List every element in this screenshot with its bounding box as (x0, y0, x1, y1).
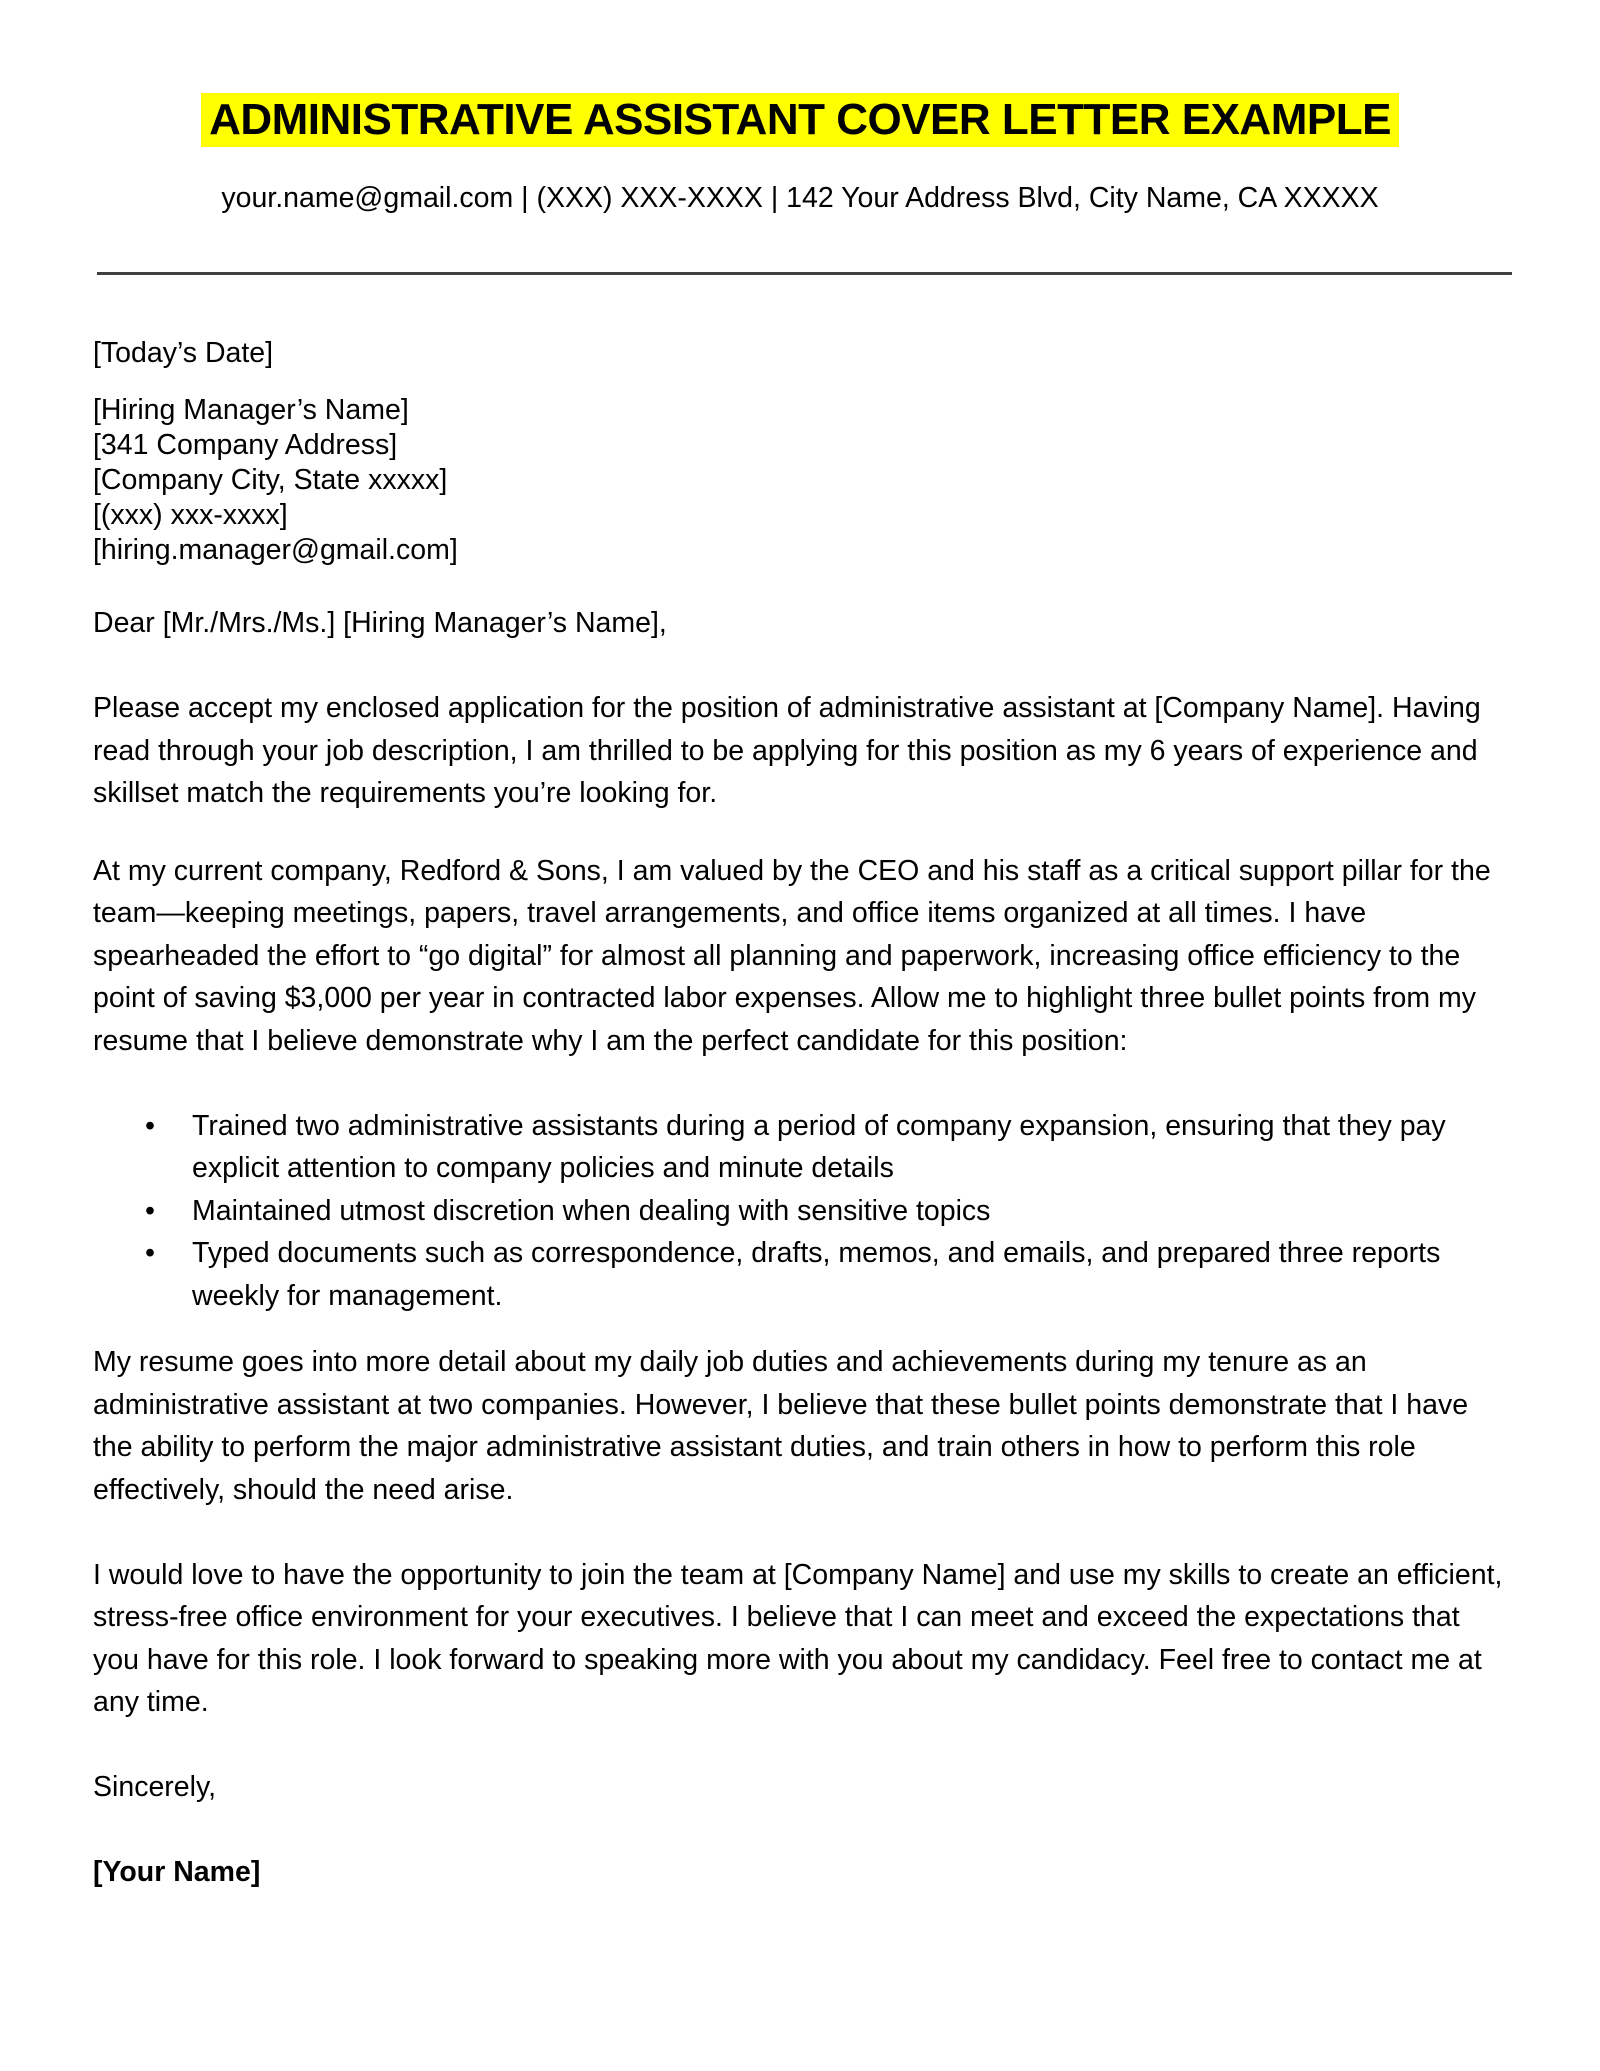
list-item-text: Typed documents such as correspondence, drafts, memos, and emails, and prepared three reports weekly for management. (192, 1237, 1441, 1312)
recipient-phone-line: [(xxx) xxx-xxxx] (93, 499, 288, 531)
paragraph-resume-detail: My resume goes into more detail about my daily job duties and achievements during my tenure as an administrative assistant at two companies. However, I believe that these bullet points demonstrate that I have the ability to perform the major administrative assistant duties, and train others in how to perform this role effectively, should the need arise. (93, 1346, 1469, 1506)
recipient-name-line: [Hiring Manager’s Name] (93, 394, 409, 426)
recipient-email-line: [hiring.manager@gmail.com] (93, 534, 458, 566)
list-item-text: Maintained utmost discretion when dealing with sensitive topics (192, 1194, 991, 1227)
closing-line: Sincerely, (93, 1771, 217, 1803)
bullet-icon: • (145, 1194, 155, 1227)
recipient-city-line: [Company City, State xxxxx] (93, 464, 448, 496)
list-item (93, 1190, 1505, 1233)
paragraph-intro: Please accept my enclosed application for the position of administrative assistant at [Company Name]. Having read through your job description, I am thrilled to be applying for this position as my 6 years of experience and skillset match the requirements you’re looking for. (93, 692, 1481, 809)
recipient-address-block (93, 393, 1505, 568)
list-item (93, 1105, 1505, 1190)
title-row (0, 93, 1600, 147)
bullet-icon: • (145, 1237, 155, 1269)
signature-name: [Your Name] (93, 1856, 261, 1888)
horizontal-divider (97, 272, 1512, 275)
paragraph-experience: At my current company, Redford & Sons, I am valued by the CEO and his staff as a critical support pillar for the team—keeping meetings, papers, travel arrangements, and office items organized at all times. I have spearheaded the effort to “go digital” for almost all planning and paperwork, increasing office efficiency to the point of saving $3,000 per year in contracted labor expenses. Allow me to highlight three bullet points from my resume that I believe demonstrate why I am the perfect candidate for this position: (93, 854, 1491, 1057)
recipient-street-line: [341 Company Address] (93, 429, 398, 461)
achievement-list (93, 1105, 1505, 1318)
page-title: ADMINISTRATIVE ASSISTANT COVER LETTER EXAMPLE (201, 93, 1399, 147)
paragraph-closing-pitch: I would love to have the opportunity to join the team at [Company Name] and use my skills to create an efficient, stress-free office environment for your executives. I believe that I can meet and exceed the expectations that you have for this role. I look forward to speaking more with you about my candidacy. Feel free to contact me at any time. (93, 1558, 1503, 1718)
list-item (93, 1232, 1505, 1317)
list-item-text: Trained two administrative assistants during a period of company expansion, ensuring that they pay explicit attention to company policies and minute details (192, 1109, 1446, 1184)
salutation-line: Dear [Mr./Mrs./Ms.] [Hiring Manager’s Name], (93, 607, 667, 639)
date-line: [Today’s Date] (93, 337, 274, 369)
letter-body (93, 336, 1505, 1894)
contact-info-line: your.name@gmail.com | (XXX) XXX-XXXX | 142 Your Address Blvd, City Name, CA XXXXX (221, 182, 1379, 214)
bullet-icon: • (145, 1109, 155, 1142)
